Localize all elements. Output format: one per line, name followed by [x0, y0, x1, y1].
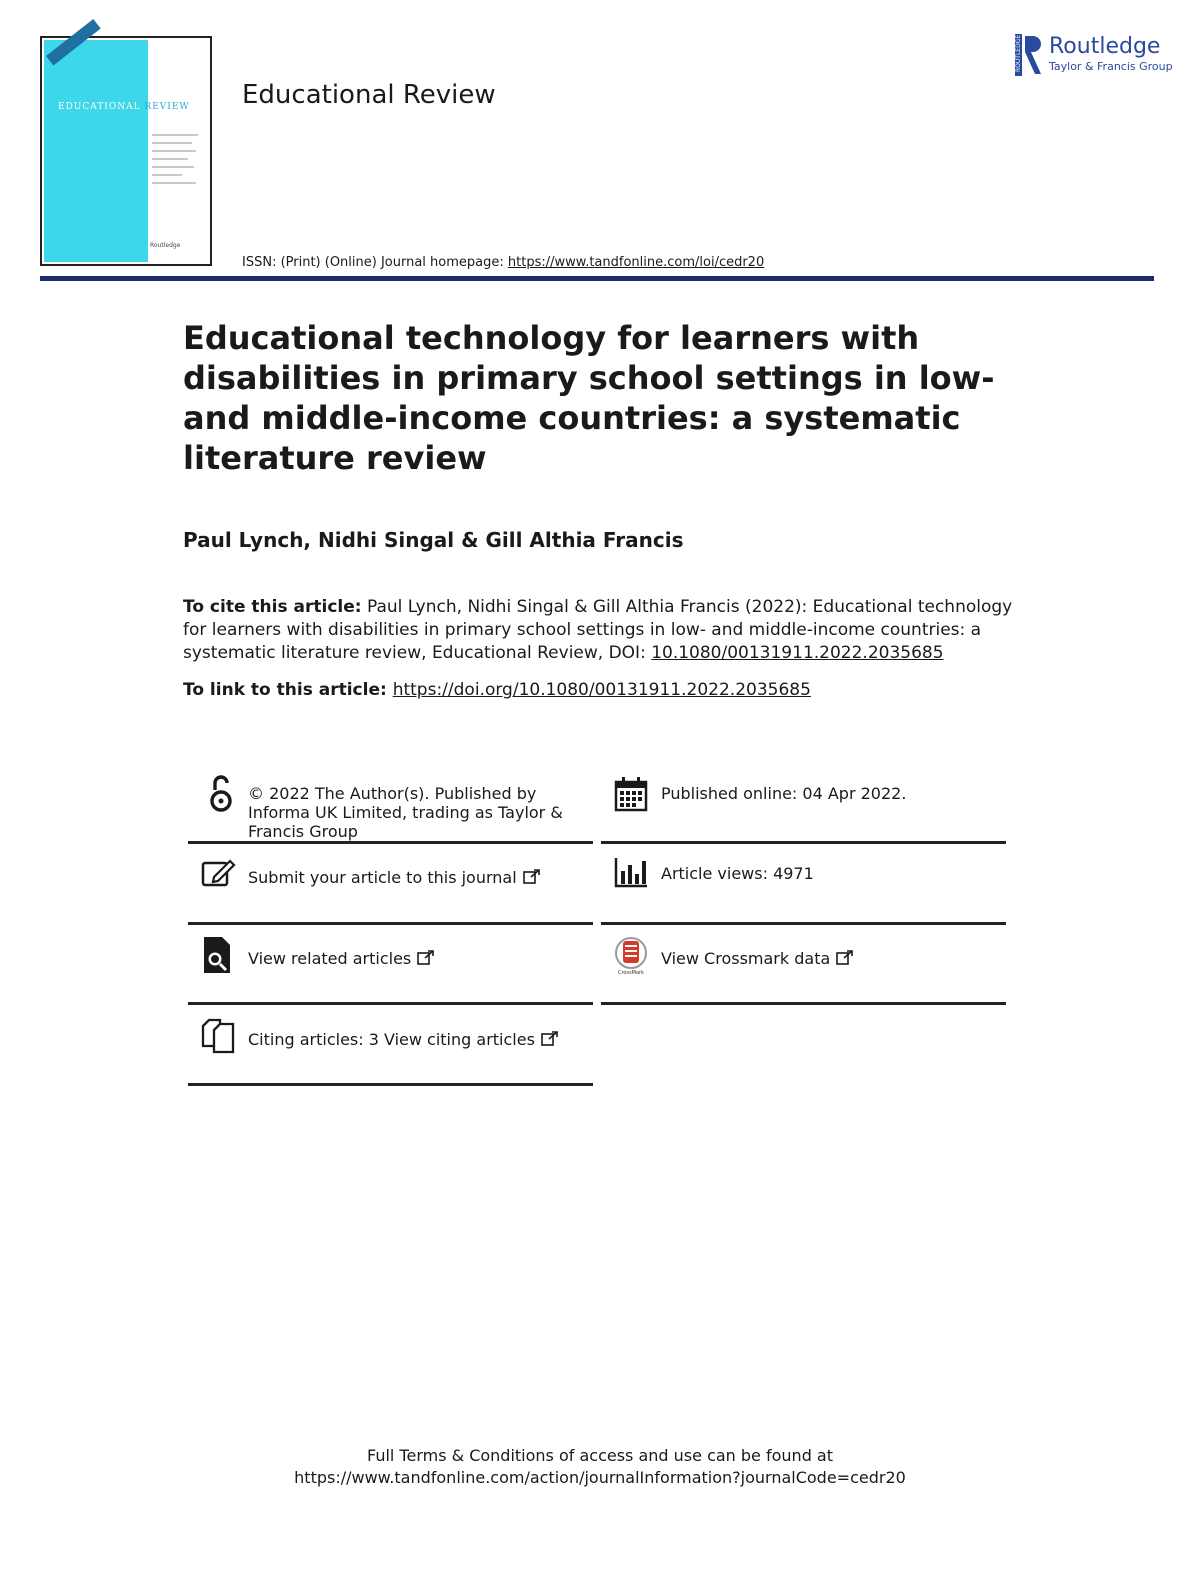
edit-icon — [200, 855, 236, 895]
publisher-name: Routledge — [1049, 34, 1161, 59]
published-online-cell — [603, 774, 1008, 840]
cover-contents-lines — [152, 134, 202, 190]
related-articles-link[interactable]: View related articles — [248, 949, 434, 968]
row-divider — [188, 841, 593, 844]
cite-text: Paul Lynch, Nidhi Singal & Gill Althia Francis (2022): Educational technology for learners with disabilities in primary school settings in low- and middle-income countries: a systematic literature review, Educational Review, DOI: — [183, 597, 1013, 663]
link-label: To link to this article: — [183, 680, 393, 700]
row-divider — [188, 1083, 593, 1086]
external-link-icon — [417, 950, 434, 965]
row-divider — [601, 1002, 1006, 1005]
routledge-logo — [1015, 34, 1173, 78]
published-online-text: Published online: 04 Apr 2022. — [661, 784, 907, 803]
issn-label: ISSN: (Print) (Online) Journal homepage: — [242, 255, 508, 270]
external-link-icon — [523, 869, 540, 884]
article-views-text: Article views: 4971 — [661, 864, 814, 883]
copy-documents-icon — [200, 1016, 236, 1056]
header-divider — [40, 276, 1154, 281]
submit-article-link[interactable]: Submit your article to this journal — [248, 868, 540, 887]
row-divider — [601, 922, 1006, 925]
cover-panel — [44, 40, 148, 262]
open-access-cell — [190, 774, 595, 840]
copyright-text: © 2022 The Author(s). Published by Informa UK Limited, trading as Taylor & Francis Group — [248, 784, 563, 841]
article-link-line — [183, 680, 811, 700]
routledge-vertical-mark: ROUTLEDGE — [1015, 34, 1022, 72]
submit-article-cell[interactable] — [190, 855, 595, 917]
crossmark-cell[interactable] — [603, 935, 1008, 997]
cover-title: EDUCATIONAL REVIEW — [58, 102, 190, 112]
crossmark-link[interactable]: View Crossmark data — [661, 949, 853, 968]
crossmark-icon — [613, 935, 649, 975]
article-doi-url-link[interactable]: https://doi.org/10.1080/00131911.2022.2035685 — [392, 680, 811, 700]
journal-name: Educational Review — [242, 80, 496, 110]
publisher-group: Taylor & Francis Group — [1049, 60, 1173, 73]
external-link-icon — [541, 1031, 558, 1046]
footer-terms-url[interactable]: https://www.tandfonline.com/action/journalInformation?journalCode=cedr20 — [294, 1468, 906, 1487]
row-divider — [601, 841, 1006, 844]
routledge-r-icon — [1015, 34, 1043, 76]
calendar-icon — [613, 774, 649, 814]
footer-terms-line: Full Terms & Conditions of access and use can be found at — [366, 1446, 834, 1465]
cite-label: To cite this article: — [183, 597, 362, 617]
article-views-cell — [603, 855, 1008, 917]
cover-publisher-logo: Routledge — [150, 242, 181, 249]
row-divider — [188, 1002, 593, 1005]
row-divider — [188, 922, 593, 925]
article-title: Educational technology for learners with disabilities in primary school settings in low- and middle-income countries: a systematic literature review — [183, 319, 995, 477]
citation-block — [183, 596, 1013, 665]
citing-articles-cell[interactable] — [190, 1016, 595, 1078]
doi-link[interactable]: 10.1080/00131911.2022.2035685 — [651, 643, 944, 663]
open-access-icon — [200, 774, 236, 814]
related-articles-cell[interactable] — [190, 935, 595, 997]
journal-cover-image — [40, 36, 212, 266]
citing-articles-link[interactable]: Citing articles: 3 View citing articles — [248, 1030, 558, 1049]
article-authors: Paul Lynch, Nidhi Singal & Gill Althia Francis — [183, 528, 684, 552]
search-document-icon — [200, 935, 236, 975]
footer-terms — [0, 1445, 1200, 1489]
crossmark-badge-text: CrossMark — [617, 970, 645, 975]
external-link-icon — [836, 950, 853, 965]
bar-chart-icon — [613, 855, 649, 895]
issn-line — [242, 255, 764, 270]
journal-homepage-link[interactable]: https://www.tandfonline.com/loi/cedr20 — [507, 255, 765, 270]
